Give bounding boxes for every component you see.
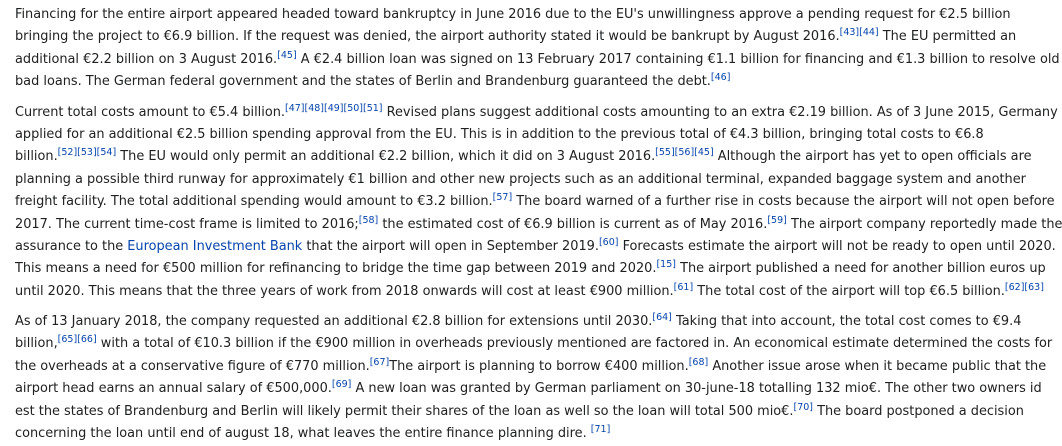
citation-link[interactable]: [45] xyxy=(277,49,297,61)
paragraph-gap xyxy=(15,94,1021,102)
text-fragment: airport head earns an annual salary of €500,000. xyxy=(15,381,332,397)
text-fragment: Financing for the entire airport appeared headed toward bankruptcy in June 2016 due to the EU's unwillingness approve a pending request for €2.5 billion xyxy=(15,7,1011,22)
citation-link[interactable]: [52][53][54] xyxy=(57,147,117,159)
paragraph-financing xyxy=(15,4,1060,94)
citation-link[interactable]: [58] xyxy=(358,214,379,226)
citation-link[interactable]: [47][48][49][50][51] xyxy=(284,102,383,114)
citation-link[interactable]: [71] xyxy=(590,424,611,436)
text-line xyxy=(15,258,1046,280)
text-fragment: The EU permitted an xyxy=(878,29,1017,45)
paragraph-gap xyxy=(15,303,1021,311)
text-line xyxy=(15,333,1053,355)
text-line xyxy=(15,124,1021,146)
text-fragment: As of 13 January 2018, the company requested an additional €2.8 billion for extensions until 2030. xyxy=(15,314,653,330)
text-fragment: assurance to the xyxy=(15,238,128,254)
citation-link[interactable]: [15] xyxy=(656,259,676,271)
citation-link[interactable]: [55][56][45] xyxy=(655,147,714,159)
text-fragment: Another issue arose when it became public that the xyxy=(708,358,1047,374)
text-line xyxy=(15,378,1042,400)
text-fragment: the overheads at a conservative figure of €770 million. xyxy=(15,358,370,374)
citation-link[interactable]: [67] xyxy=(369,356,390,368)
text-line xyxy=(15,26,1021,48)
text-line xyxy=(15,214,1062,236)
text-line xyxy=(15,191,1055,213)
text-fragment: planning a possible third runway for approximately €1 billion and other new projects such as an additional terminal, expanded baggage system and another xyxy=(15,171,1026,187)
text-fragment: The airport published a need for another billion euros up xyxy=(675,261,1046,277)
text-fragment: bringing the project to €6.9 billion. If the request was denied, the airport authority stated it would be bankrupt by August 2016. xyxy=(15,29,840,45)
text-fragment: that the airport will open in September 2019. xyxy=(302,238,599,254)
text-line xyxy=(15,236,1056,258)
text-fragment: 2017. The current time-cost frame is limited to 2016; xyxy=(15,216,359,232)
text-fragment: The total cost of the airport will top €6.5 billion. xyxy=(693,283,1005,299)
citation-link[interactable]: [46] xyxy=(710,72,731,84)
text-fragment: Although the airport has yet to open officials are xyxy=(713,149,1032,165)
text-fragment: the estimated cost of €6.9 billion is current as of May 2016. xyxy=(378,216,768,232)
text-fragment: Revised plans suggest additional costs amounting to an extra €2.19 billion. As of 3 June 2015, Germany xyxy=(382,104,1058,120)
text-fragment: The airport is planning to borrow €400 million. xyxy=(389,358,689,374)
citation-link[interactable]: [68] xyxy=(688,356,709,368)
text-fragment: additional €2.2 billion on 3 August 2016. xyxy=(15,51,278,67)
text-fragment: until 2020. This means that the three years of work from 2018 onwards will cost at least €900 million. xyxy=(15,283,674,299)
text-line xyxy=(15,281,1044,303)
citation-link[interactable]: [65][66] xyxy=(57,334,97,346)
citation-link[interactable]: [61] xyxy=(673,281,694,293)
paragraph-current-costs xyxy=(15,102,1062,304)
text-fragment: A €2.4 billion loan was signed on 13 February 2017 containing €1.1 billion for financing and €1.3 billion to resolve old xyxy=(296,51,1060,67)
text-fragment: Current total costs amount to €5.4 billion. xyxy=(15,104,285,120)
text-line xyxy=(15,423,1021,445)
text-line xyxy=(15,4,1021,26)
text-fragment: applied for an additional €2.5 billion spending approval from the EU. This is in addition to the previous total of €4.3 billion, bringing total costs to €6.8 xyxy=(15,126,984,142)
citation-link[interactable]: [43][44] xyxy=(839,27,879,39)
text-line xyxy=(15,71,1021,93)
text-line xyxy=(15,49,1060,71)
text-line xyxy=(15,401,1024,423)
text-fragment: bad loans. The German federal government and the states of Berlin and Brandenburg guaranteed the debt. xyxy=(15,74,711,90)
citation-link[interactable]: [70] xyxy=(793,401,813,413)
wiki-link-european-investment-bank[interactable]: European Investment Bank xyxy=(127,238,303,254)
citation-link[interactable]: [60] xyxy=(598,236,619,248)
citation-link[interactable]: [57] xyxy=(492,192,513,204)
text-fragment: est the states of Brandenburg and Berlin will likely permit their shares of the loan as well so the loan will total 500 mio€. xyxy=(15,403,794,419)
citation-link[interactable]: [62][63] xyxy=(1004,281,1044,293)
text-line xyxy=(15,356,1047,378)
text-fragment: with a total of €10.3 billion if the €900 million in overheads previously mentioned are factored in. An economical estimate determined the costs for xyxy=(96,336,1053,352)
citation-link[interactable]: [64] xyxy=(652,312,672,324)
text-line xyxy=(15,102,1058,124)
text-fragment: freight facility. The total additional spending would amount to €3.2 billion. xyxy=(15,194,493,210)
text-fragment: A new loan was granted by German parliament on 30-june-18 totalling 132 mio€. The other two owners id xyxy=(351,381,1042,397)
citation-link[interactable]: [59] xyxy=(767,214,787,226)
text-fragment: The airport company reportedly made the xyxy=(786,216,1062,232)
text-fragment: Forecasts estimate the airport will not be ready to open until 2020. xyxy=(618,238,1056,254)
text-line xyxy=(15,169,1026,191)
paragraph-2018-costs xyxy=(15,311,1053,445)
text-line xyxy=(15,311,1021,333)
text-fragment: billion, xyxy=(15,336,58,352)
text-fragment: billion. xyxy=(15,149,58,165)
text-fragment: Taking that into account, the total cost comes to €9.4 xyxy=(671,314,1022,330)
citation-link[interactable]: [69] xyxy=(331,379,352,391)
text-fragment: concerning the loan until end of august 18, what leaves the entire finance planning dire. xyxy=(15,426,591,442)
text-fragment: This means a need for €500 million for refinancing to bridge the time gap between 2019 and 2020. xyxy=(15,261,657,277)
text-fragment: The board warned of a further rise in costs because the airport will not open before xyxy=(512,194,1055,210)
text-fragment: The EU would only permit an additional €2.2 billion, which it did on 3 August 2016. xyxy=(116,149,656,165)
text-line xyxy=(15,146,1032,168)
text-fragment: The board postponed a decision xyxy=(813,403,1024,419)
